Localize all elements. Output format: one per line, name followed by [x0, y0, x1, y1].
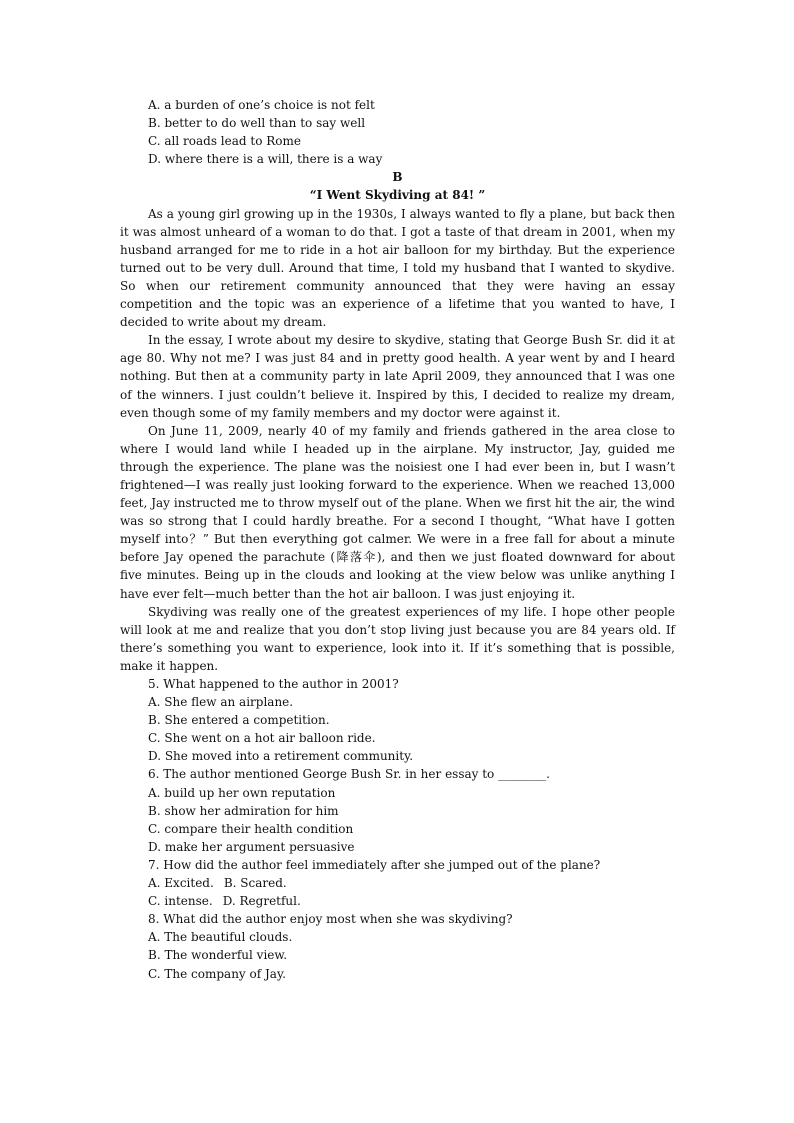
question-7-option-c: C. intense. [148, 894, 213, 909]
question-5-stem: 5. What happened to the author in 2001? [148, 677, 399, 691]
question-8-option-c: C. The company of Jay. [148, 966, 286, 981]
question-7-option-d: D. Regretful. [222, 894, 301, 909]
prev-question-option-b: B. better to do well than to say well [148, 116, 366, 131]
prev-question-option-d: D. where there is a will, there is a way [148, 152, 383, 167]
question-7-option-b: B. Scared. [223, 876, 287, 891]
question-5-option-d: D. She moved into a retirement community. [148, 749, 414, 764]
section-letter: B [392, 170, 403, 185]
passage-paragraph-2: In the essay, I wrote about my desire to skydive, stating that George Bush Sr. did it at age 80. Why not me? I was just 84 and in pretty good health. A year went by and I heard nothing. But then at a community party in late April 2009, they announced that I was one of the winners. I just couldn’t believe it. Inspired by this, I decided to realize my dream, even though some of my family members and my doctor were against it. [120, 333, 675, 420]
question-7-options-row-1 [120, 874, 675, 892]
question-8-option-b: B. The wonderful view. [148, 948, 288, 963]
worksheet-page [120, 96, 675, 983]
passage-paragraph-1: As a young girl growing up in the 1930s, I always wanted to fly a plane, but back then it was almost unheard of a woman to do that. I got a taste of that dream in 2001, when my husband arranged for me to ride in a hot air balloon for my birthday. But the experience turned out to be very dull. Around that time, I told my husband that I wanted to skydive. So when our retirement community announced that they were having an essay competition and the topic was an experience of a lifetime that you wanted to have, I decided to write about my dream. [120, 206, 675, 330]
question-8-option-a: A. The beautiful clouds. [148, 930, 293, 945]
passage-paragraph-4: Skydiving was really one of the greatest experiences of my life. I hope other people will look at me and realize that you don’t stop living just because you are 84 years old. If there’s something you want to experience, look into it. If it’s something that is possible, make it happen. [120, 604, 675, 673]
prev-question-option-a: A. a burden of one’s choice is not felt [148, 98, 375, 112]
question-5-option-b: B. She entered a competition. [148, 713, 330, 728]
question-6-option-b: B. show her admiration for him [148, 803, 339, 818]
question-7-options-row-2 [120, 892, 675, 910]
question-5-option-c: C. She went on a hot air balloon ride. [148, 731, 376, 746]
prev-question-option-c: C. all roads lead to Rome [148, 134, 301, 149]
question-6-option-d: D. make her argument persuasive [148, 839, 355, 854]
question-6-stem: 6. The author mentioned George Bush Sr. in her essay to ________. [148, 767, 550, 782]
question-6-option-a: A. build up her own reputation [148, 785, 336, 800]
passage-paragraph-3: On June 11, 2009, nearly 40 of my family and friends gathered in the area close to where I would land while I headed up in the airplane. My instructor, Jay, guided me through the experience. The plane was the noisiest one I had ever been in, but I wasn’t frightened—I was really just looking forward to the experience. When we reached 13,000 feet, Jay instructed me to throw myself out of the plane. When we first hit the air, the wind was so strong that I could hardly breathe. For a second I thought, “What have I gotten myself into？” But then everything got calmer. We were in a free fall for about a minute before Jay opened the parachute (降落伞), and then we just floated downward for about five minutes. Being up in the clouds and looking at the view below was unlike anything I have ever felt—much better than the hot air balloon. I was just enjoying it. [120, 423, 675, 601]
passage-title: “I Went Skydiving at 84! ” [309, 188, 486, 203]
question-6-option-c: C. compare their health condition [148, 821, 354, 836]
question-7-stem: 7. How did the author feel immediately after she jumped out of the plane? [148, 857, 601, 872]
question-7-option-a: A. Excited. [148, 876, 214, 891]
question-8-stem: 8. What did the author enjoy most when she was skydiving? [148, 912, 513, 927]
question-5-option-a: A. She flew an airplane. [148, 695, 294, 710]
